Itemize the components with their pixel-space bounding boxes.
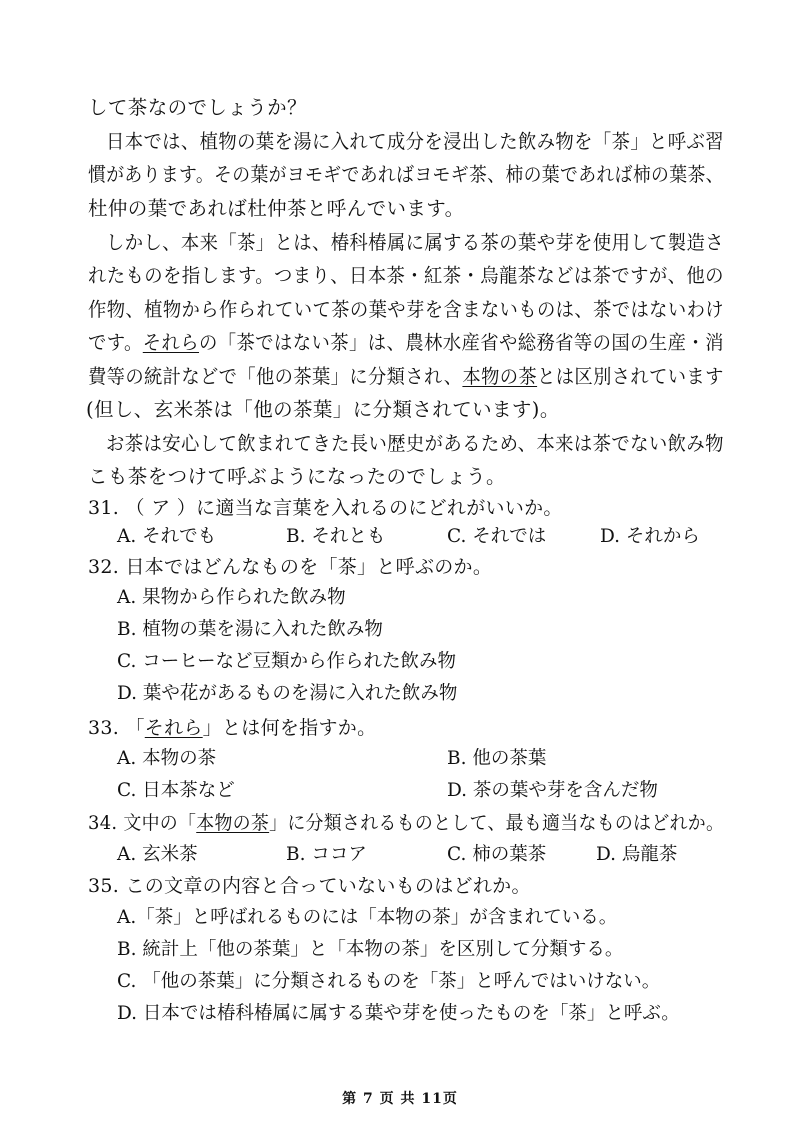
underlined-phrase-honmono: 本物の茶: [462, 365, 538, 388]
passage-line-2: 日本では、植物の葉を湯に入れて成分を浸出した飲み物を「茶」と呼ぶ習: [106, 130, 724, 153]
passage-line-1: して茶なのでしょうか？: [88, 96, 307, 119]
passage-text: の「茶ではない茶」は、農林水産省や総務省等の国の生産・消: [199, 331, 724, 354]
underlined-phrase-sorera: それら: [142, 331, 200, 354]
question-text: 31. （ ア ）に適当な言葉を入れるのにどれがいいか。: [88, 497, 563, 519]
passage-line-6: れたものを指します。つまり、日本茶・紅茶・烏龍茶などは茶ですが、他の: [88, 264, 724, 287]
question-text-part: 」に分類されるものとして、最も適当なものはどれか。: [269, 812, 725, 834]
option-b[interactable]: B. それとも: [286, 526, 386, 547]
question-text: [88, 716, 376, 740]
option-d[interactable]: D. 葉や花があるものを湯に入れた飲み物: [117, 683, 458, 704]
option-d[interactable]: D. 日本では椿科椿属に属する葉や芽を使ったものを「茶」と呼ぶ。: [117, 1003, 680, 1024]
underlined-phrase-sorera: それら: [144, 717, 203, 739]
question-text: [88, 811, 724, 835]
passage-text: です。: [88, 331, 143, 354]
option-a[interactable]: A. それでも: [117, 526, 217, 547]
option-b[interactable]: B. 統計上「他の茶葉」と「本物の茶」を区別して分類する。: [117, 939, 624, 960]
page-number-footer: 第 7 页 共 11页: [342, 1091, 458, 1107]
passage-line-5: しかし、本来「茶」とは、椿科椿属に属する茶の葉や芽を使用して製造さ: [106, 231, 724, 254]
option-a[interactable]: A.「茶」と呼ばれるものには「本物の茶」が含まれている。: [117, 907, 618, 928]
option-c[interactable]: C. コーヒーなど豆類から作られた飲み物: [117, 651, 457, 672]
passage-line-8: [88, 331, 724, 355]
passage-text: 費等の統計などで「他の茶葉」に分類され、: [88, 365, 463, 388]
question-text: 32. 日本ではどんなものを「茶」と呼ぶのか。: [88, 556, 493, 578]
option-a[interactable]: A. 本物の茶: [117, 748, 217, 769]
question-text: 35. この文章の内容と合っていないものはどれか。: [88, 875, 531, 897]
option-b[interactable]: B. 植物の葉を湯に入れた飲み物: [117, 619, 383, 640]
passage-line-4: 杜仲の葉であれば杜仲茶と呼んでいます。: [88, 197, 465, 220]
passage-text: とは区別されています: [537, 365, 724, 388]
passage-line-7: 作物、植物から作られていて茶の葉や芽を含まないものは、茶ではないわけ: [88, 298, 725, 321]
option-c[interactable]: C. 「他の茶葉」に分類されるものを「茶」と呼んではいけない。: [117, 971, 661, 992]
option-d[interactable]: D. 茶の葉や芽を含んだ物: [447, 780, 658, 801]
option-d[interactable]: D. それから: [600, 526, 700, 547]
option-a[interactable]: A. 果物から作られた飲み物: [117, 587, 346, 608]
option-a[interactable]: A. 玄米茶: [117, 844, 198, 865]
passage-line-10: (但し、玄米茶は「他の茶葉」に分類されています)。: [86, 398, 560, 421]
passage-line-3: 慣があります。その葉がヨモギであればヨモギ茶、柿の葉であれば柿の葉茶、: [88, 163, 724, 186]
question-text-part: 34. 文中の「: [88, 812, 197, 834]
underlined-phrase-honmono: 本物の茶: [196, 812, 270, 834]
option-c[interactable]: C. それでは: [447, 526, 547, 547]
question-text-part: 33. 「: [88, 717, 145, 739]
passage-line-11: お茶は安心して飲まれてきた長い歴史があるため、本来は茶でない飲み物: [106, 432, 724, 455]
passage-line-9: [88, 365, 724, 389]
question-text-part: 」とは何を指すか。: [202, 717, 377, 739]
option-b[interactable]: B. 他の茶葉: [447, 748, 547, 769]
passage-line-12: こも茶をつけて呼ぶようになったのでしょう。: [88, 465, 506, 488]
option-b[interactable]: B. ココア: [286, 844, 367, 865]
option-d[interactable]: D. 烏龍茶: [596, 844, 678, 865]
option-c[interactable]: C. 柿の葉茶: [447, 844, 547, 865]
option-c[interactable]: C. 日本茶など: [117, 780, 235, 801]
